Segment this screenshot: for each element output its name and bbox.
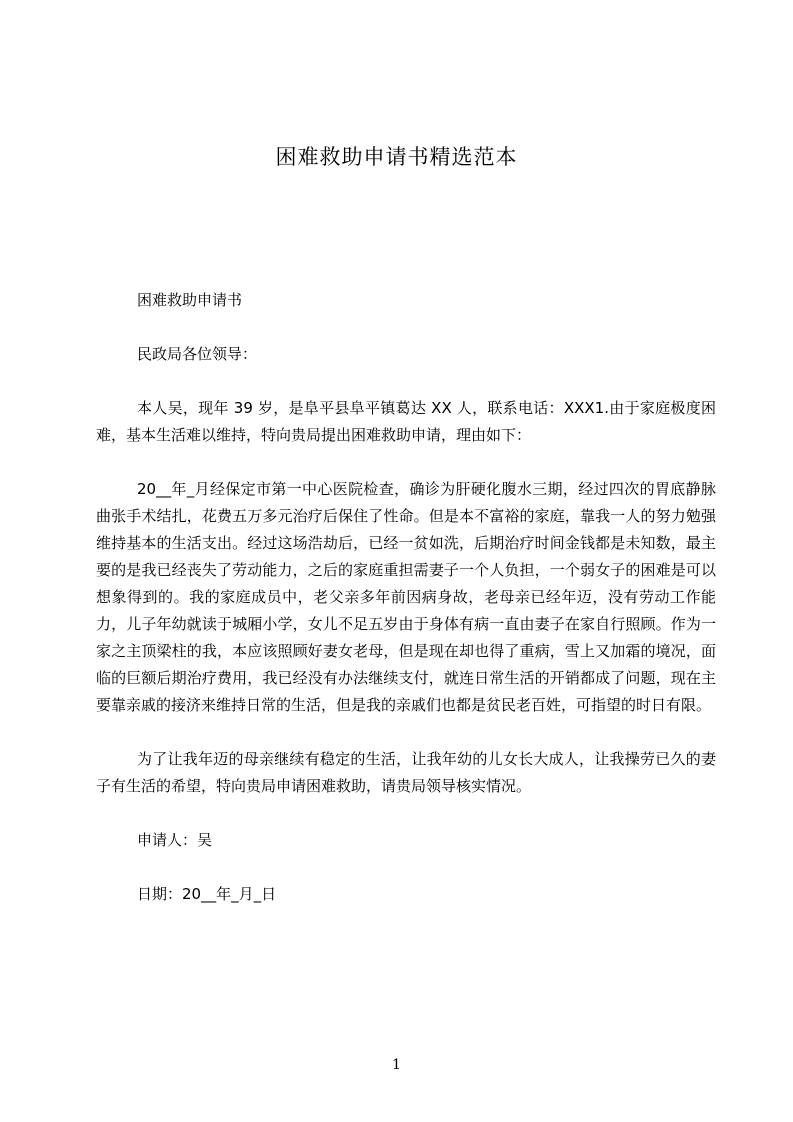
body-paragraph: 本人吴，现年 39 岁，是阜平县阜平镇葛达 XX 人，联系电话：XXX1.由于家庭极度困难，基本生活难以维持，特向贵局提出困难救助申请，理由如下：	[96, 399, 716, 444]
body-paragraph: 20__年_月经保定市第一中心医院检查，确诊为肝硬化腹水三期，经过四次的胃底静脉曲张手术结扎，花费五万多元治疗后保住了性命。但是本不富裕的家庭，靠我一人的努力勉强维持基本的生活支出。经过这场浩劫后，已经一贫如洗，后期治疗时间金钱都是未知数，最主要的是我已经丧失了劳动能力，之后的家庭重担需妻子一个人负担，一个弱女子的困难是可以想象得到的。我的家庭成员中，老父亲多年前因病身故，老母亲已经年迈，没有劳动工作能力，儿子年幼就读于城厢小学，女儿不足五岁由于身体有病一直由妻子在家自行照顾。作为一家之主顶梁柱的我，本应该照顾好妻女老母，但是现在却也得了重病，雪上又加霜的境况，面临的巨额后期治疗费用，我已经没有办法继续支付，就连日常生活的开销都成了问题，现在主要靠亲戚的接济来维持日常的生活，但是我的亲戚们也都是贫民老百姓，可指望的时日有限。	[96, 480, 716, 714]
document-body	[96, 287, 716, 908]
document-title: 困难救助申请书精选范本	[275, 145, 518, 169]
applicant-line: 申请人：吴	[137, 831, 213, 849]
paragraph-gap	[96, 800, 716, 827]
paragraph-gap	[96, 314, 716, 341]
salutation-line: 民政局各位领导：	[137, 345, 258, 363]
paragraph-gap	[96, 368, 716, 395]
date-line: 日期：20__年_月_日	[137, 885, 277, 903]
paragraph-gap	[96, 854, 716, 881]
heading-line: 困难救助申请书	[137, 291, 243, 309]
page-number: 1	[392, 1057, 401, 1073]
paragraph-gap	[96, 449, 716, 476]
body-paragraph: 为了让我年迈的母亲继续有稳定的生活，让我年幼的儿女长大成人，让我操劳已久的妻子有生活的希望，特向贵局申请困难救助，请贵局领导核实情况。	[96, 750, 716, 795]
paragraph-gap	[96, 719, 716, 746]
